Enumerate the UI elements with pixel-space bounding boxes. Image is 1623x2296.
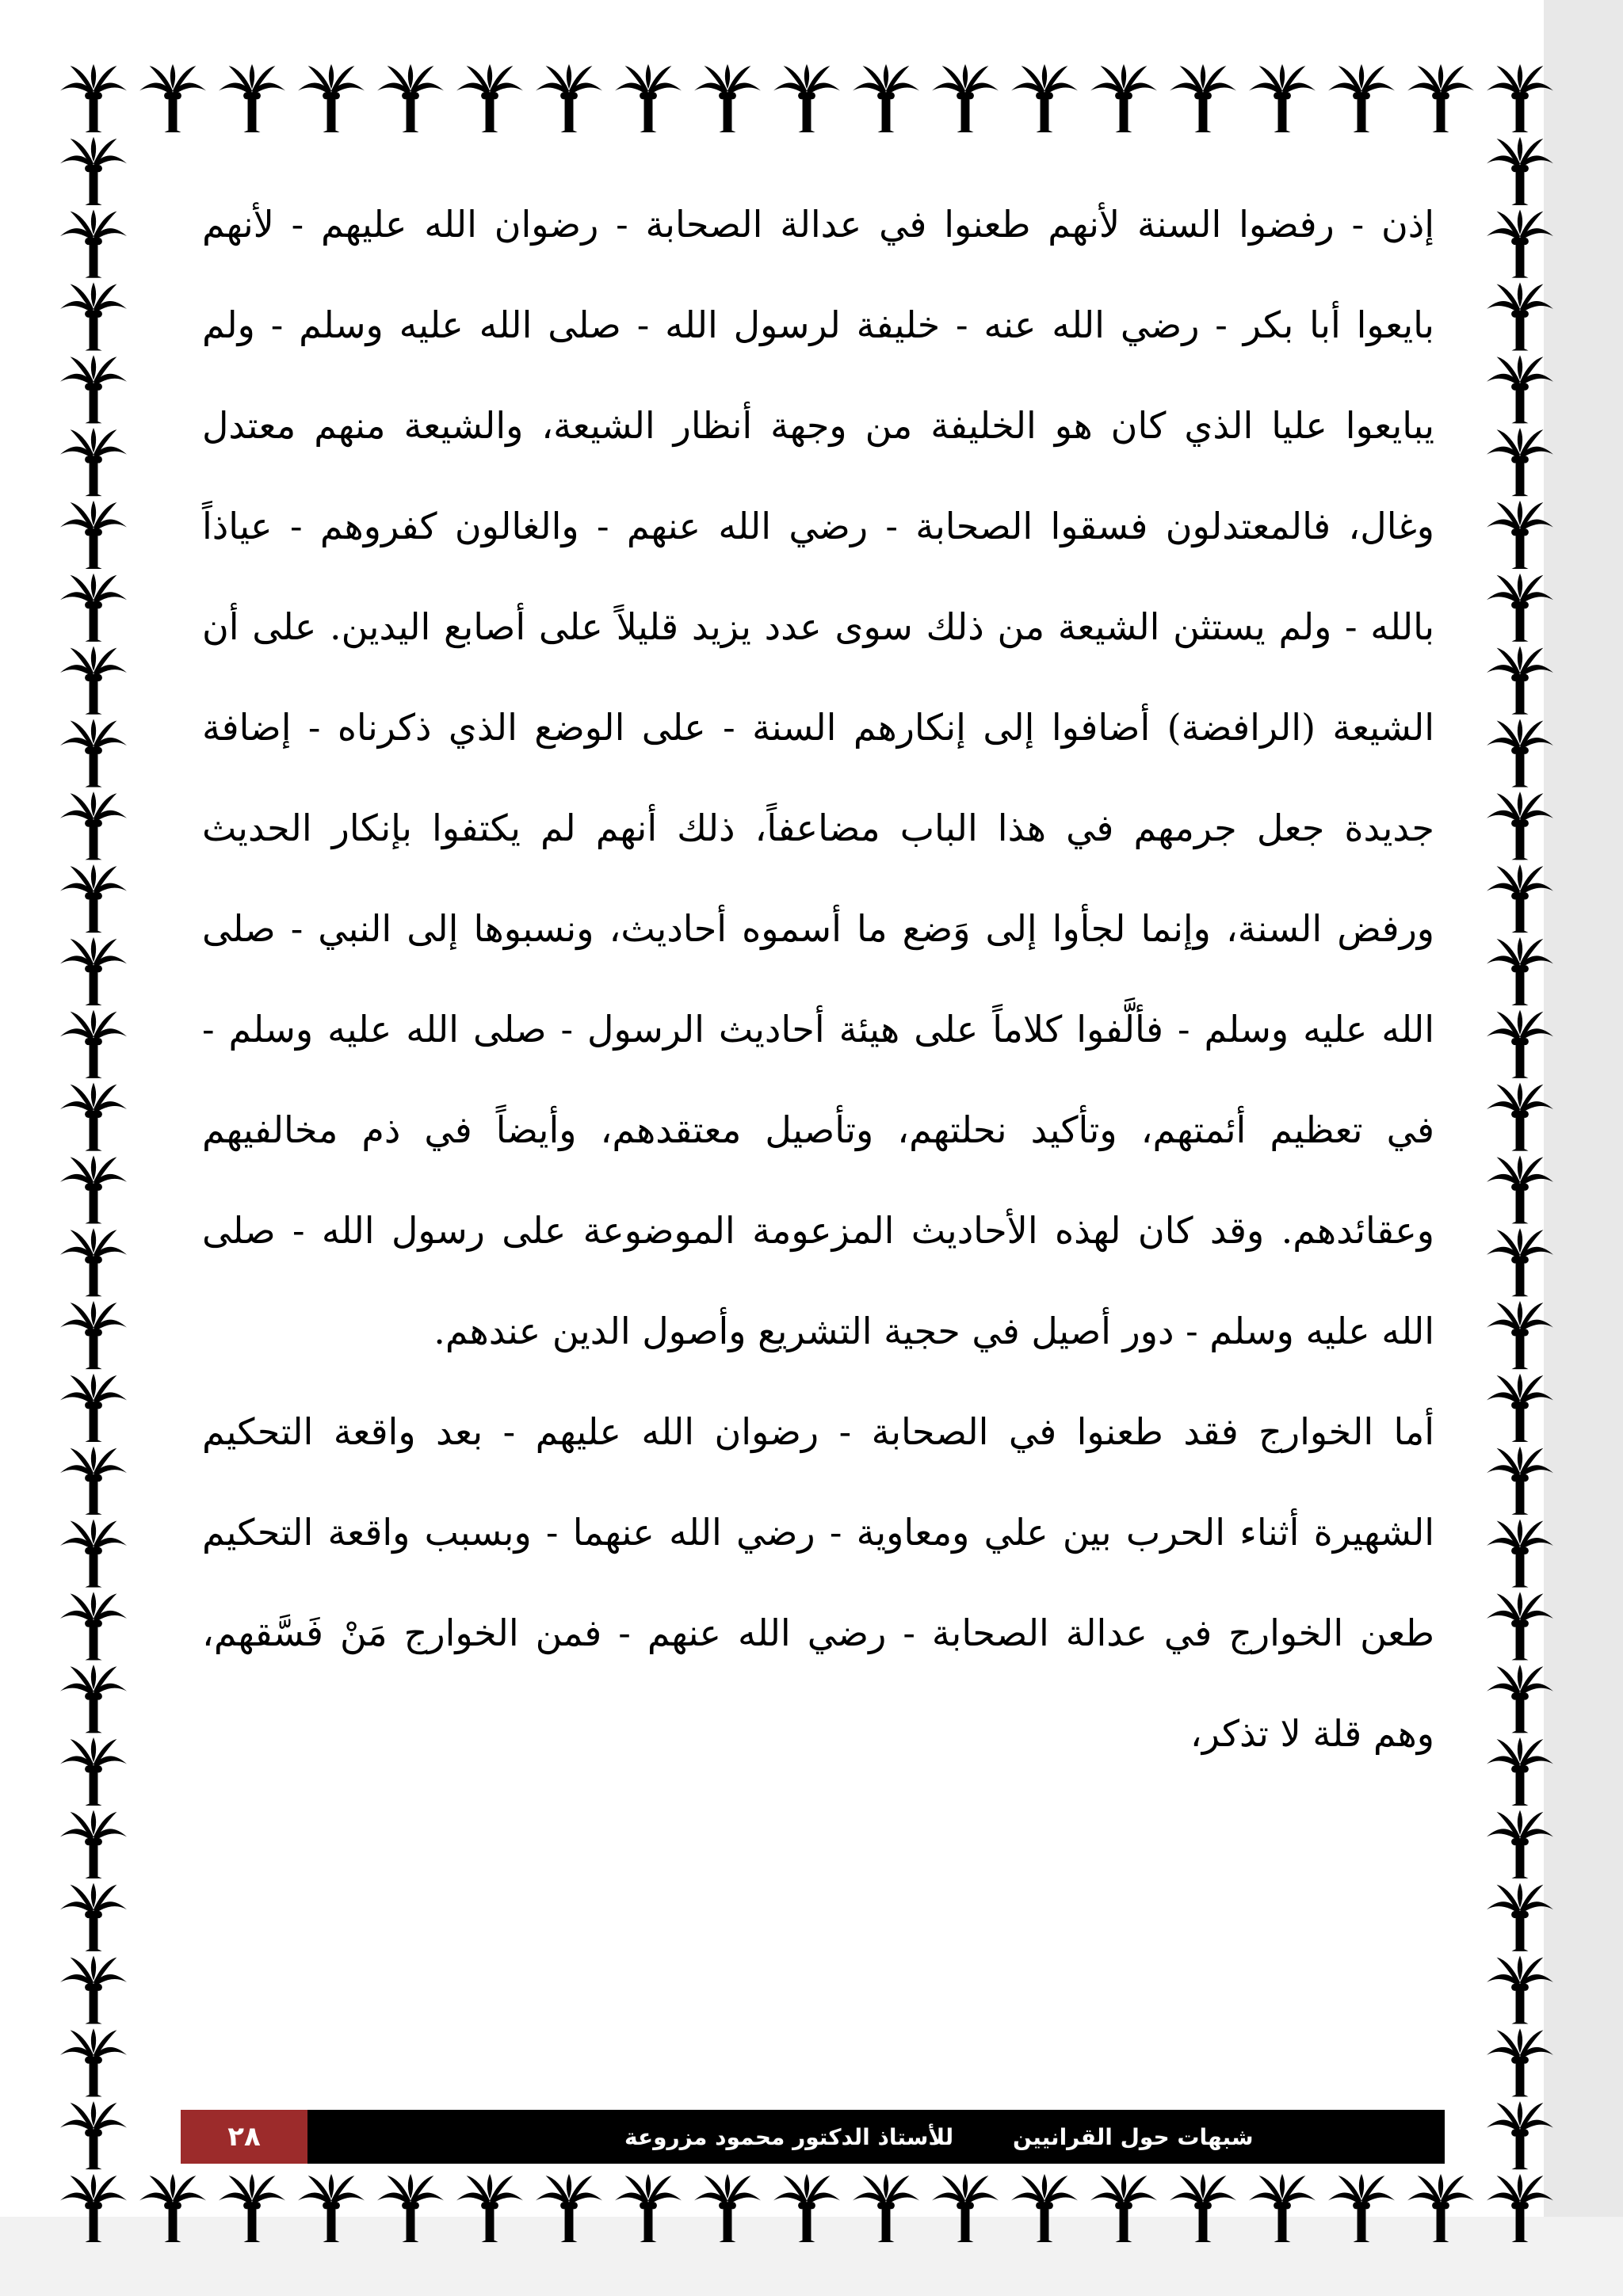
palm-tree-icon xyxy=(60,355,127,423)
palm-tree-icon xyxy=(60,1301,127,1369)
palm-tree-icon xyxy=(60,1228,127,1296)
palm-tree-icon xyxy=(60,210,127,278)
palm-tree-icon xyxy=(536,64,602,132)
palm-tree-icon xyxy=(1487,719,1553,787)
palm-tree-icon xyxy=(1487,355,1553,423)
palm-tree-icon xyxy=(60,719,127,787)
palm-tree-icon xyxy=(60,864,127,933)
palm-tree-icon xyxy=(1487,501,1553,569)
palm-tree-icon xyxy=(1487,1301,1553,1369)
palm-tree-icon xyxy=(298,64,365,132)
palm-tree-icon xyxy=(139,64,206,132)
paragraph: أما الخوارج فقد طعنوا في الصحابة - رضوان الله عليهم - بعد واقعة التحكيم الشهيرة أثناء الحرب بين علي ومعاوية - رضي الله عنهما - وبسبب واقعة التحكيم طعن الخوارج في عدالة الصحابة - رضي الله عنهم - فمن الخوارج مَنْ فَسَّقهم، وهم قلة لا تذكر، xyxy=(202,1410,1434,1755)
palm-tree-icon xyxy=(1487,1883,1553,1951)
palm-tree-icon xyxy=(1328,64,1395,132)
palm-tree-icon xyxy=(1487,1155,1553,1223)
palm-tree-icon xyxy=(853,64,919,132)
palm-tree-icon xyxy=(60,1519,127,1587)
palm-tree-icon xyxy=(60,1082,127,1150)
palm-tree-icon xyxy=(60,137,127,205)
palm-tree-icon xyxy=(60,1010,127,1078)
palm-tree-icon xyxy=(456,2174,523,2242)
palm-tree-icon xyxy=(1487,646,1553,715)
palm-tree-icon xyxy=(298,2174,365,2242)
palm-tree-icon xyxy=(60,1665,127,1733)
palm-tree-icon xyxy=(694,2174,761,2242)
palm-tree-icon xyxy=(60,428,127,496)
palm-tree-icon xyxy=(60,791,127,860)
palm-tree-icon xyxy=(853,2174,919,2242)
palm-tree-icon xyxy=(1407,2174,1474,2242)
footer-book-title: شبهات حول القرانيين xyxy=(1013,2123,1254,2150)
palm-tree-icon xyxy=(1090,2174,1157,2242)
palm-tree-icon xyxy=(60,282,127,350)
palm-tree-icon xyxy=(1487,791,1553,860)
palm-tree-icon xyxy=(1011,64,1078,132)
palm-tree-icon xyxy=(1328,2174,1395,2242)
palm-tree-icon xyxy=(60,1737,127,1806)
palm-tree-icon xyxy=(1487,282,1553,350)
palm-tree-icon xyxy=(60,2174,127,2242)
palm-tree-icon xyxy=(60,937,127,1005)
palm-tree-icon xyxy=(1487,428,1553,496)
footer-bar xyxy=(181,2110,1445,2164)
palm-tree-icon xyxy=(1487,210,1553,278)
palm-tree-icon xyxy=(1487,1447,1553,1515)
palm-tree-icon xyxy=(60,64,127,132)
palm-tree-icon xyxy=(1407,64,1474,132)
palm-tree-icon xyxy=(1249,2174,1316,2242)
palm-tree-icon xyxy=(1487,1592,1553,1660)
palm-tree-icon xyxy=(377,2174,444,2242)
footer-author: للأستاذ الدكتور محمود مزروعة xyxy=(624,2123,954,2150)
palm-tree-icon xyxy=(60,1374,127,1442)
palm-tree-icon xyxy=(60,1155,127,1223)
palm-tree-icon xyxy=(1011,2174,1078,2242)
palm-tree-icon xyxy=(1487,574,1553,642)
palm-tree-icon xyxy=(932,64,999,132)
palm-tree-icon xyxy=(536,2174,602,2242)
palm-tree-icon xyxy=(377,64,444,132)
palm-tree-icon xyxy=(1487,864,1553,933)
palm-tree-icon xyxy=(60,646,127,715)
palm-tree-icon xyxy=(1170,2174,1236,2242)
palm-tree-icon xyxy=(1487,1665,1553,1733)
page-number: ٢٨ xyxy=(181,2110,307,2164)
palm-tree-icon xyxy=(1487,1010,1553,1078)
palm-tree-icon xyxy=(1170,64,1236,132)
palm-tree-icon xyxy=(615,2174,682,2242)
palm-tree-icon xyxy=(1487,1082,1553,1150)
palm-tree-icon xyxy=(694,64,761,132)
palm-tree-icon xyxy=(773,2174,840,2242)
palm-tree-icon xyxy=(60,501,127,569)
palm-tree-icon xyxy=(1487,2028,1553,2096)
palm-tree-icon xyxy=(1487,1955,1553,2023)
palm-tree-icon xyxy=(219,2174,285,2242)
palm-tree-icon xyxy=(1487,937,1553,1005)
palm-tree-icon xyxy=(1487,1228,1553,1296)
palm-tree-icon xyxy=(1487,137,1553,205)
palm-tree-icon xyxy=(1487,2101,1553,2169)
palm-tree-icon xyxy=(1487,64,1553,132)
palm-tree-icon xyxy=(1487,2174,1553,2242)
palm-tree-icon xyxy=(60,2028,127,2096)
palm-tree-icon xyxy=(139,2174,206,2242)
paragraph: إذن - رفضوا السنة لأنهم طعنوا في عدالة الصحابة - رضوان الله عليهم - لأنهم بايعوا أبا بكر - رضي الله عنه - خليفة لرسول الله - صلى الله عليه وسلم - ولم يبايعوا عليا الذي كان هو الخليفة من وجهة أنظار الشيعة، والشيعة منهم معتدل وغال، فالمعتدلون فسقوا الصحابة - رضي الله عنهم - والغالون كفروهم - عياذاً بالله - ولم يستثن الشيعة من ذلك سوى عدد يزيد قليلاً على أصابع اليدين. على أن الشيعة (الرافضة) أضافوا إلى إنكارهم السنة - على الوضع الذي ذكرناه - إضافة جديدة جعل جرمهم في هذا الباب مضاعفاً، ذلك أنهم لم يكتفوا بإنكار الحديث ورفض السنة، وإنما لجأوا إلى وَضع ما أسموه أحاديث، ونسبوها إلى النبي - صلى الله عليه وسلم - فألَّفوا كلاماً على هيئة أحاديث الرسول - صلى الله عليه وسلم - في تعظيم أئمتهم، وتأكيد نحلتهم، وتأصيل معتقدهم، وأيضاً في ذم مخالفيهم وعقائدهم. وقد كان لهذه الأحاديث المزعومة الموضوعة على رسول الله - صلى الله عليه وسلم - دور أصيل في حجية التشريع وأصول الدين عندهم. xyxy=(202,203,1434,1352)
palm-tree-icon xyxy=(60,1447,127,1515)
palm-tree-icon xyxy=(932,2174,999,2242)
palm-tree-icon xyxy=(60,1592,127,1660)
palm-tree-icon xyxy=(60,1955,127,2023)
palm-tree-icon xyxy=(60,1810,127,1878)
palm-tree-icon xyxy=(60,2101,127,2169)
palm-tree-icon xyxy=(773,64,840,132)
palm-tree-icon xyxy=(60,574,127,642)
palm-tree-icon xyxy=(219,64,285,132)
palm-tree-icon xyxy=(1249,64,1316,132)
palm-tree-icon xyxy=(456,64,523,132)
palm-tree-icon xyxy=(1487,1737,1553,1806)
article-body xyxy=(202,174,1434,1784)
palm-tree-icon xyxy=(1487,1374,1553,1442)
palm-tree-icon xyxy=(615,64,682,132)
palm-tree-icon xyxy=(1487,1810,1553,1878)
palm-tree-icon xyxy=(1487,1519,1553,1587)
palm-tree-icon xyxy=(60,1883,127,1951)
palm-tree-icon xyxy=(1090,64,1157,132)
